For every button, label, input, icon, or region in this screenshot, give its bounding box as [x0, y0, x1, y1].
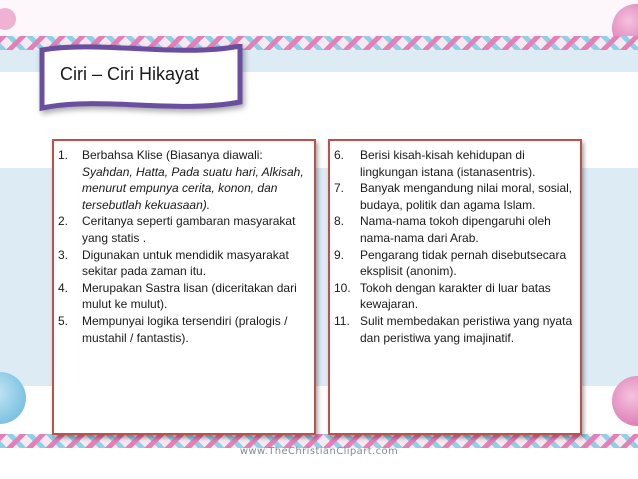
right-content-box — [328, 139, 582, 435]
left-content-box — [52, 139, 316, 435]
list-item-text: Digunakan untuk mendidik masyarakat sekitar pada zaman itu. — [82, 247, 289, 279]
list-item-text: Pengarang tidak pernah disebutsecara eksplisit (anonim). — [360, 247, 567, 279]
list-item-number: 7. — [334, 181, 345, 196]
list-item — [58, 280, 310, 313]
list-item-text: Tokoh dengan karakter di luar batas kewajaran. — [360, 280, 551, 312]
list-item-number: 4. — [58, 280, 69, 295]
list-item — [334, 180, 578, 213]
list-item — [334, 213, 578, 246]
list-item-number: 2. — [58, 214, 69, 229]
list-item — [58, 247, 310, 280]
list-item-number: 8. — [334, 214, 345, 229]
list-item-number: 5. — [58, 313, 69, 328]
list-item-text: Nama-nama tokoh dipengaruhi oleh nama-nama dari Arab. — [360, 214, 551, 245]
list-item-number: 10. — [334, 280, 351, 295]
list-item-text: Sulit membedakan peristiwa yang nyata dan peristiwa yang imajinatif. — [360, 313, 573, 345]
title-banner — [38, 44, 244, 114]
list-item-text: Berisi kisah-kisah kehidupan di lingkungan istana (istanasentris). — [360, 148, 536, 179]
list-item-number: 1. — [58, 148, 69, 162]
right-list — [334, 147, 578, 346]
list-item-number: 6. — [334, 148, 345, 162]
list-item — [334, 313, 578, 346]
list-item-number: 3. — [58, 247, 69, 262]
list-item-text: Ceritanya seperti gambaran masyarakat yang statis . — [82, 214, 296, 245]
list-item — [58, 147, 310, 213]
top-background-band — [0, 0, 638, 36]
list-item — [334, 247, 578, 280]
list-item-text: Banyak mengandung nilai moral, sosial, budaya, politik dan agama Islam. — [360, 181, 573, 212]
left-list — [58, 147, 310, 346]
list-item-text: Mempunyai logika tersendiri (pralogis / mustahil / fantastis). — [82, 313, 288, 345]
list-item-text: Merupakan Sastra lisan (diceritakan dari mulut ke mulut). — [82, 280, 297, 312]
list-item-number: 9. — [334, 247, 345, 262]
list-item-plain-text: Berbahsa Klise (Biasanya diawali: — [82, 148, 263, 162]
list-item-text — [82, 147, 310, 213]
footer-url: www.TheChristianClipart.com — [239, 446, 399, 457]
list-item — [58, 313, 310, 346]
list-item — [334, 280, 578, 313]
list-item — [334, 147, 578, 180]
list-item — [58, 213, 310, 246]
page-title: Ciri – Ciri Hikayat — [60, 64, 200, 84]
list-item-italic-text: Syahdan, Hatta, Pada suatu hari, Alkisah, menurut empunya cerita, konon, dan tersebutlah kekuasaan). — [82, 164, 304, 212]
list-item-number: 11. — [334, 313, 350, 328]
